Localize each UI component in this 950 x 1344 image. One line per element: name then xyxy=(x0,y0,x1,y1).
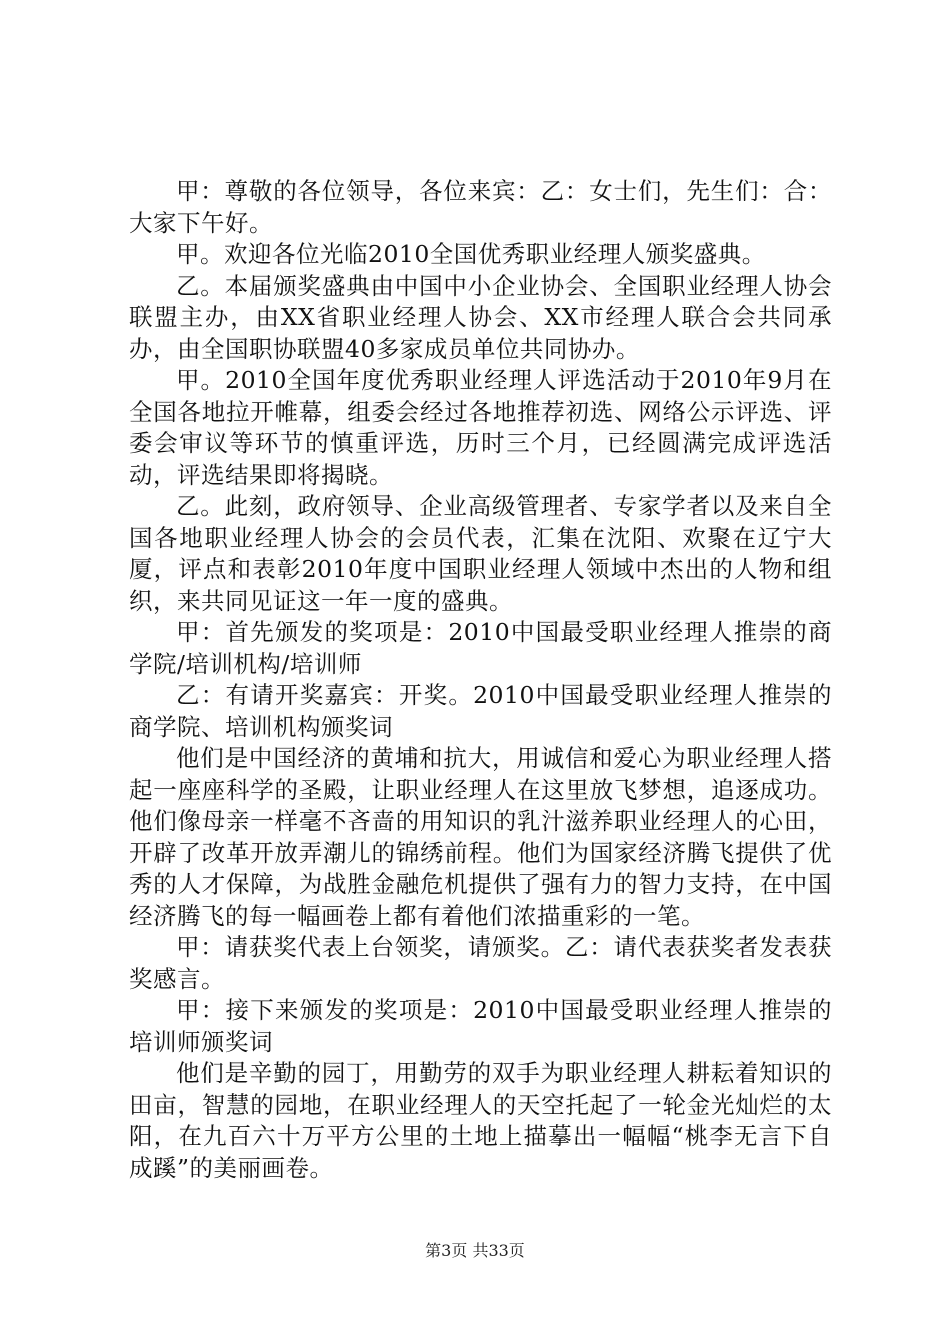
paragraph-welcome: 甲。欢迎各位光临2010全国优秀职业经理人颁奖盛典。 xyxy=(176,240,766,268)
page-number-footer: 第3页 共33页 xyxy=(425,1241,525,1260)
document-body xyxy=(129,176,832,1184)
paragraph-organizers: 乙。本届颁奖盛典由中国中小企业协会、全国职业经理人协会联盟主办，由XX省职业经理人协会、XX市经理人联合会共同承办，由全国职协联盟40多家成员单位共同协办。 xyxy=(129,271,832,363)
paragraph-presenter: 乙：有请开奖嘉宾：开奖。2010中国最受职业经理人推崇的商学院、培训机构颁奖词 xyxy=(129,681,832,741)
paragraph-citation-schools: 他们是中国经济的黄埔和抗大，用诚信和爱心为职业经理人搭起一座座科学的圣殿，让职业经理人在这里放飞梦想，追逐成功。他们像母亲一样毫不吝啬的用知识的乳汁滋养职业经理人的心田，开辟了改革开放弄潮儿的锦绣前程。他们为国家经济腾飞提供了优秀的人才保障，为战胜金融危机提供了强有力的智力支持，在中国经济腾飞的每一幅画卷上都有着他们浓描重彩的一笔。 xyxy=(129,744,832,930)
paragraph-selection: 甲。2010全国年度优秀职业经理人评选活动于2010年9月在全国各地拉开帷幕，组委会经过各地推荐初选、网络公示评选、评委会审议等环节的慎重评选，历时三个月，已经圆满完成评选活动，评选结果即将揭晓。 xyxy=(129,366,832,489)
paragraph-next-award: 甲：接下来颁发的奖项是：2010中国最受职业经理人推崇的培训师颁奖词 xyxy=(129,996,832,1056)
paragraph-accept-award: 甲：请获奖代表上台领奖，请颁奖。乙：请代表获奖者发表获奖感言。 xyxy=(129,933,832,993)
paragraph-attendees: 乙。此刻，政府领导、企业高级管理者、专家学者以及来自全国各地职业经理人协会的会员代表，汇集在沈阳、欢聚在辽宁大厦，评点和表彰2010年度中国职业经理人领域中杰出的人物和组织，来共同见证这一年一度的盛典。 xyxy=(129,492,832,615)
paragraph-first-award: 甲：首先颁发的奖项是：2010中国最受职业经理人推崇的商学院/培训机构/培训师 xyxy=(129,618,832,678)
paragraph-greeting: 甲：尊敬的各位领导，各位来宾：乙：女士们，先生们：合：大家下午好。 xyxy=(129,177,832,237)
paragraph-citation-trainers: 他们是辛勤的园丁，用勤劳的双手为职业经理人耕耘着知识的田亩，智慧的园地，在职业经理人的天空托起了一轮金光灿烂的太阳，在九百六十万平方公里的土地上描摹出一幅幅“桃李无言下自成蹊”的美丽画卷。 xyxy=(129,1059,832,1182)
